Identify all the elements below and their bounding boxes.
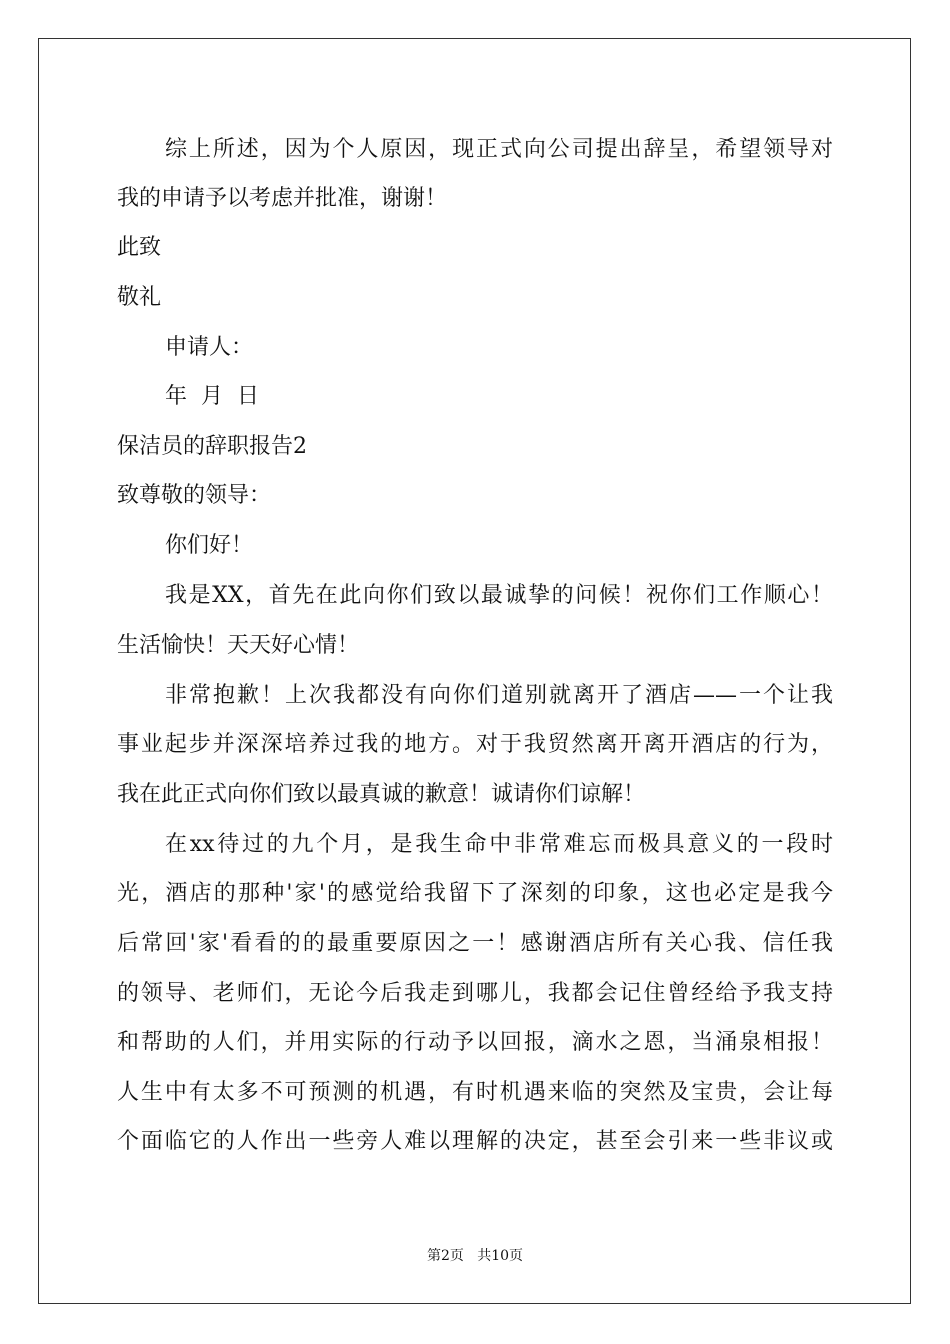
salutation: 致尊敬的领导：: [117, 483, 272, 508]
closing-line: 此致: [117, 235, 162, 260]
paragraph-line: 的领导、老师们，无论今后我走到哪儿，我都会记住曾经给予我支持: [117, 981, 833, 1006]
paragraph-line: 人生中有太多不可预测的机遇，有时机遇来临的突然及宝贵，会让每: [117, 1080, 833, 1105]
page-number-footer: 第2页 共10页: [426, 1248, 524, 1264]
paragraph-line: 在xx待过的九个月，是我生命中非常难忘而极具意义的一段时: [165, 832, 833, 857]
paragraph-line: 我的申请予以考虑并批准，谢谢！: [117, 186, 448, 211]
paragraph-line: 和帮助的人们，并用实际的行动予以回报，滴水之恩，当涌泉相报！: [117, 1030, 833, 1055]
signature-applicant: 申请人：: [165, 335, 254, 360]
paragraph-line: 后常回'家'看看的的最重要原因之一！感谢酒店所有关心我、信任我: [117, 931, 833, 956]
paragraph-line: 非常抱歉！上次我都没有向你们道别就离开了酒店——一个让我: [165, 683, 833, 708]
paragraph-line: 事业起步并深深培养过我的地方。对于我贸然离开离开酒店的行为，: [117, 732, 833, 757]
closing-line: 敬礼: [117, 285, 162, 310]
greeting: 你们好！: [165, 533, 254, 558]
paragraph-line: 生活愉快！天天好心情！: [117, 633, 360, 658]
page-border: [38, 38, 911, 1304]
paragraph-line: 光，酒店的那种'家'的感觉给我留下了深刻的印象，这也必定是我今: [117, 881, 833, 906]
paragraph-line: 我在此正式向你们致以最真诚的歉意！诚请你们谅解！: [117, 782, 646, 807]
signature-date: 年 月 日: [165, 384, 259, 409]
paragraph-line: 我是XX，首先在此向你们致以最诚挚的问候！祝你们工作顺心！: [165, 583, 833, 608]
paragraph-line: 个面临它的人作出一些旁人难以理解的决定，甚至会引来一些非议或: [117, 1129, 833, 1154]
section-title: 保洁员的辞职报告2: [117, 434, 307, 459]
paragraph-line: 综上所述，因为个人原因，现正式向公司提出辞呈，希望领导对: [165, 137, 833, 162]
